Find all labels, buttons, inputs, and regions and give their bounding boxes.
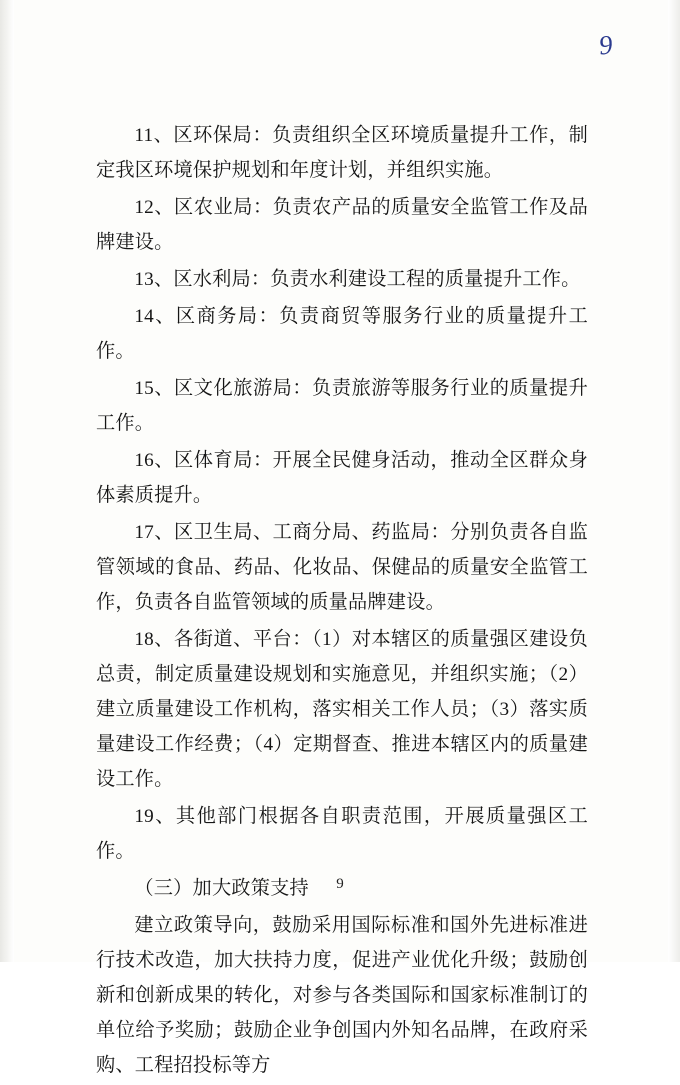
paragraph-item-14: 14、区商务局：负责商贸等服务行业的质量提升工作。 xyxy=(96,306,588,362)
paragraph-item-13: 13、区水利局：负责水利建设工程的质量提升工作。 xyxy=(134,269,581,290)
paragraph-item-11: 11、区环保局：负责组织全区环境质量提升工作，制定我区环境保护规划和年度计划，并组织实施。 xyxy=(96,125,588,181)
paragraph-item-16: 16、区体育局：开展全民健身活动，推动全区群众身体素质提升。 xyxy=(96,450,588,506)
document-body xyxy=(96,118,588,1085)
paragraph-item-15: 15、区文化旅游局：负责旅游等服务行业的质量提升工作。 xyxy=(96,378,588,434)
page-edge-left xyxy=(0,0,14,962)
paragraph-policy-body: 建立政策导向，鼓励采用国际标准和国外先进标准进行技术改造，加大扶持力度，促进产业优化升级；鼓励创新和创新成果的转化，对参与各类国际和国家标准制订的单位给予奖励；鼓励企业争创国内外知名品牌，在政府采购、工程招投标等方 xyxy=(96,915,588,1076)
paragraph-item-19: 19、其他部门根据各自职责范围，开展质量强区工作。 xyxy=(96,806,588,862)
page-edge-right xyxy=(668,0,680,962)
handwritten-page-mark: 9 xyxy=(596,29,614,61)
section-heading-policy-support: （三）加大政策支持 xyxy=(134,878,309,899)
paragraph-item-12: 12、区农业局：负责农产品的质量安全监管工作及品牌建设。 xyxy=(96,197,588,253)
paragraph-item-17: 17、区卫生局、工商分局、药监局：分别负责各自监管领域的食品、药品、化妆品、保健品的质量安全监管工作，负责各自监管领域的质量品牌建设。 xyxy=(96,522,588,613)
paragraph-item-18: 18、各街道、平台：（1）对本辖区的质量强区建设负总责，制定质量建设规划和实施意见，并组织实施；（2）建立质量建设工作机构，落实相关工作人员；（3）落实质量建设工作经费；（4）定期督查、推进本辖区内的质量建设工作。 xyxy=(96,629,588,790)
page-number-footer: 9 xyxy=(336,876,344,892)
